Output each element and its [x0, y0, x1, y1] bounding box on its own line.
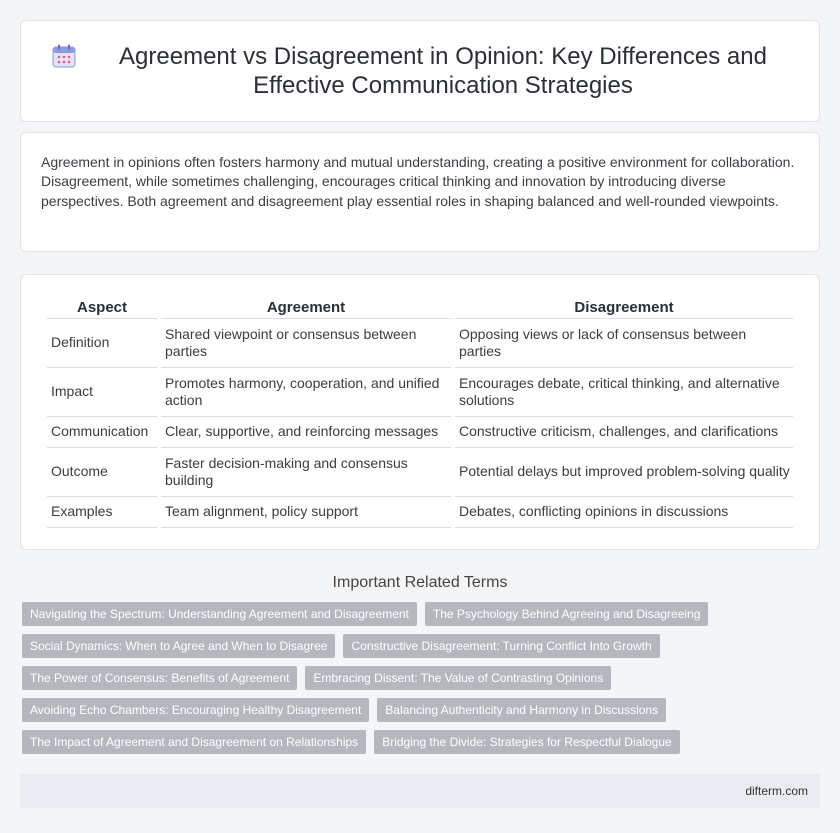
- related-terms-title: Important Related Terms: [332, 574, 508, 591]
- cell-aspect: Communication: [47, 417, 157, 448]
- comparison-table-card: [20, 274, 820, 550]
- table-row: [47, 497, 793, 528]
- header-disagreement: Disagreement: [455, 295, 793, 319]
- header-agreement: Agreement: [161, 295, 451, 319]
- cell-disagreement: Encourages debate, critical thinking, and alternative solutions: [455, 368, 793, 417]
- related-term-link[interactable]: The Power of Consensus: Benefits of Agreement: [22, 666, 297, 690]
- cell-aspect: Impact: [47, 368, 157, 417]
- page-title: Agreement vs Disagreement in Opinion: Key Differences and Effective Communication Strategies: [119, 43, 767, 99]
- cell-disagreement: Debates, conflicting opinions in discussions: [455, 497, 793, 528]
- header-card: [20, 20, 820, 122]
- cell-agreement: Clear, supportive, and reinforcing messages: [161, 417, 451, 448]
- cell-aspect: Examples: [47, 497, 157, 528]
- intro-text: Agreement in opinions often fosters harmony and mutual understanding, creating a positive environment for collaboration. Disagreement, while sometimes challenging, encourages critical thinking and innovation by introducing diverse perspectives. Both agreement and disagreement play essential roles in shaping balanced and well-rounded viewpoints.: [41, 154, 795, 209]
- related-term-link[interactable]: Constructive Disagreement: Turning Conflict Into Growth: [343, 634, 659, 658]
- footer: [20, 774, 820, 808]
- related-term-link[interactable]: Bridging the Divide: Strategies for Respectful Dialogue: [374, 730, 680, 754]
- cell-disagreement: Constructive criticism, challenges, and clarifications: [455, 417, 793, 448]
- table-row: [47, 368, 793, 417]
- header-aspect: Aspect: [47, 295, 157, 319]
- cell-aspect: Definition: [47, 319, 157, 368]
- table-header-row: [47, 295, 793, 319]
- footer-site-link[interactable]: difterm.com: [745, 784, 808, 798]
- cell-aspect: Outcome: [47, 448, 157, 497]
- title-wrap: [51, 42, 789, 100]
- table-row: [47, 417, 793, 448]
- related-term-link[interactable]: Social Dynamics: When to Agree and When to Disagree: [22, 634, 335, 658]
- cell-agreement: Faster decision-making and consensus building: [161, 448, 451, 497]
- related-term-link[interactable]: Navigating the Spectrum: Understanding Agreement and Disagreement: [22, 602, 417, 626]
- table-row: [47, 319, 793, 368]
- related-term-link[interactable]: Balancing Authenticity and Harmony in Discussions: [377, 698, 666, 722]
- cell-agreement: Promotes harmony, cooperation, and unified action: [161, 368, 451, 417]
- related-term-link[interactable]: Embracing Dissent: The Value of Contrasting Opinions: [305, 666, 611, 690]
- intro-card: [20, 132, 820, 252]
- comparison-table: [43, 295, 797, 528]
- related-term-link[interactable]: Avoiding Echo Chambers: Encouraging Healthy Disagreement: [22, 698, 369, 722]
- related-term-link[interactable]: The Psychology Behind Agreeing and Disagreeing: [425, 602, 709, 626]
- table-row: [47, 448, 793, 497]
- cell-agreement: Shared viewpoint or consensus between parties: [161, 319, 451, 368]
- cell-agreement: Team alignment, policy support: [161, 497, 451, 528]
- calendar-icon: [51, 43, 77, 69]
- related-term-link[interactable]: The Impact of Agreement and Disagreement on Relationships: [22, 730, 366, 754]
- cell-disagreement: Potential delays but improved problem-solving quality: [455, 448, 793, 497]
- related-terms-list: [22, 602, 818, 762]
- cell-disagreement: Opposing views or lack of consensus between parties: [455, 319, 793, 368]
